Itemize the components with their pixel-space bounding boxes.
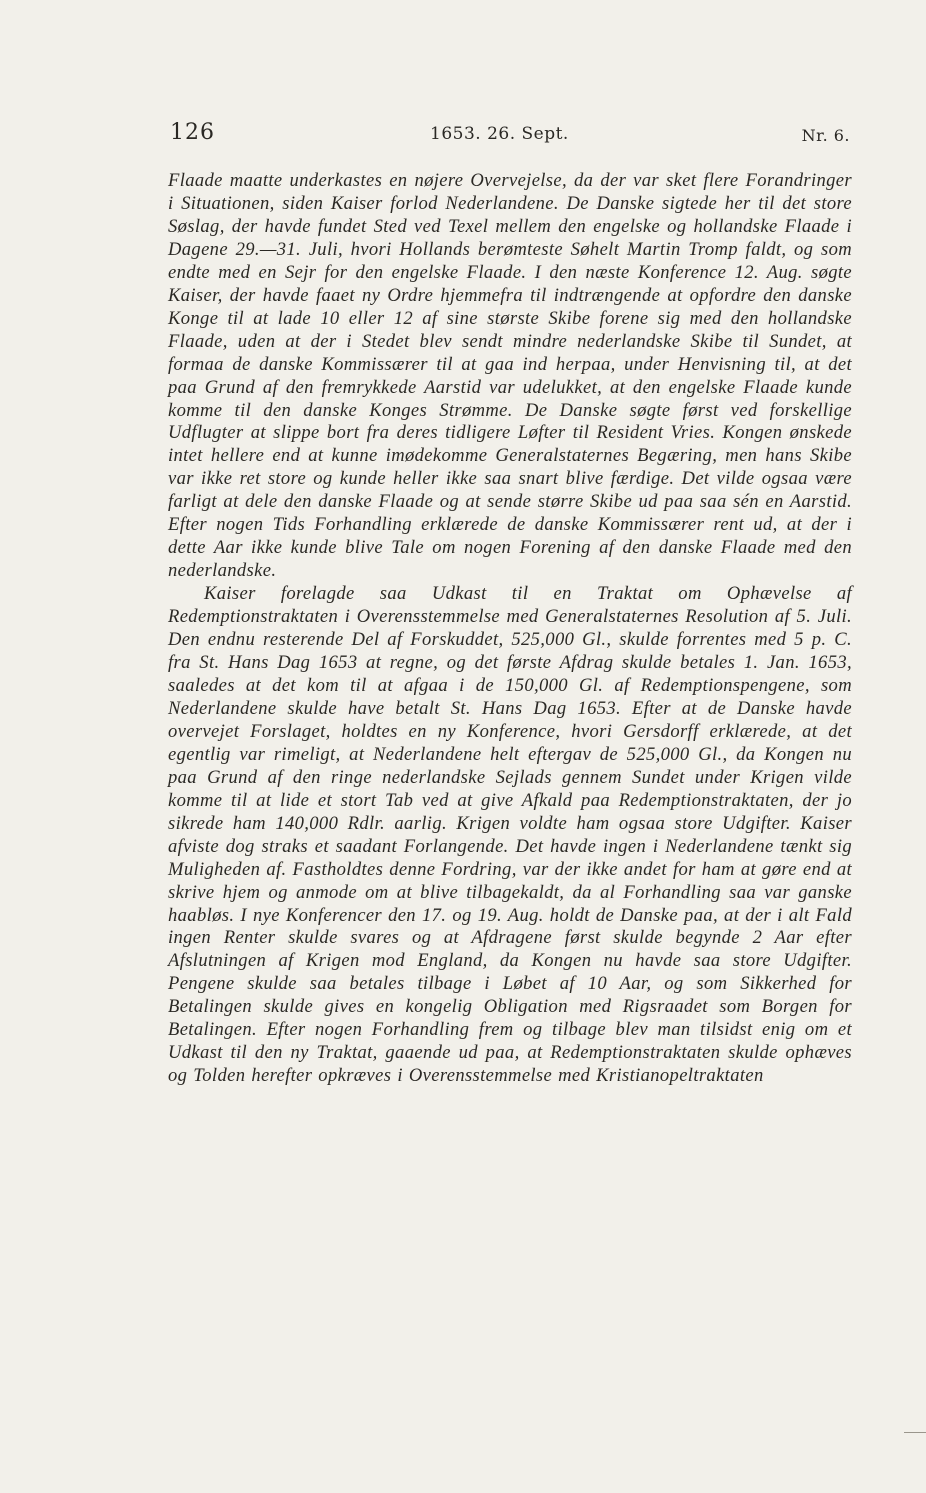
document-number: Nr. 6.	[801, 126, 850, 145]
header-date: 1653. 26. Sept.	[430, 124, 569, 144]
body-text	[168, 170, 852, 1088]
page-number: 126	[170, 120, 215, 145]
paragraph: Flaade maatte underkastes en nøjere Overvejelse, da der var sket flere Forandringer i Situationen, siden Kaiser forlod Nederlandene. De Danske sigtede her til det store Søslag, der havde fundet Sted ved Texel mellem den engelske og hollandske Flaade i Dagene 29.—31. Juli, hvori Hollands berømteste Søhelt Martin Tromp faldt, og som endte med en Sejr for den engelske Flaade. I den næste Konference 12. Aug. søgte Kaiser, der havde faaet ny Ordre hjemmefra til indtrængende at opfordre den danske Konge til at lade 10 eller 12 af sine største Skibe forene sig med den hollandske Flaade, uden at der i Stedet blev sendt mindre nederlandske Skibe til Sundet, at formaa de danske Kommissærer til at gaa ind herpaa, under Henvisning til, at det paa Grund af den fremrykkede Aarstid var udelukket, at den engelske Flaade kunde komme til den danske Konges Strømme. De Danske søgte først ved forskellige Udflugter at slippe bort fra deres tidligere Løfter til Resident Vries. Kongen ønskede intet hellere end at kunne imødekomme Generalstaternes Begæring, men hans Skibe var ikke ret store og kunde heller ikke saa snart blive færdige. Det vilde ogsaa være farligt at dele den danske Flaade og at sende større Skibe ud paa saa sén en Aarstid. Efter nogen Tids Forhandling erklærede de danske Kommissærer rent ud, at der i dette Aar ikke kunde blive Tale om nogen Forening af den danske Flaade med den nederlandske.	[168, 170, 852, 582]
page-edge-mark	[904, 1432, 926, 1433]
running-header	[170, 120, 850, 160]
paragraph: Kaiser forelagde saa Udkast til en Traktat om Ophævelse af Redemptionstraktaten i Overensstemmelse med Generalstaternes Resolution af 5. Juli. Den endnu resterende Del af Forskuddet, 525,000 Gl., skulde forrentes med 5 p. C. fra St. Hans Dag 1653 at regne, og det første Afdrag skulde betales 1. Jan. 1653, saaledes at det kom til at afgaa i de 150,000 Gl. af Redemptionspengene, som Nederlandene skulde have betalt St. Hans Dag 1653. Efter at de Danske havde overvejet Forslaget, holdtes en ny Konference, hvori Gersdorff erklærede, at det egentlig var rimeligt, at Nederlandene helt eftergav de 525,000 Gl., da Kongen nu paa Grund af den ringe nederlandske Sejlads gennem Sundet under Krigen vilde komme til at lide et stort Tab ved at give Afkald paa Redemptionstraktaten, der jo sikrede ham 140,000 Rdlr. aarlig. Krigen voldte ham ogsaa store Udgifter. Kaiser afviste dog straks et saadant Forlangende. Det havde ingen i Nederlandene tænkt sig Muligheden af. Fastholdtes denne Fordring, var der ikke andet for ham at gøre end at skrive hjem og anmode om at blive tilbagekaldt, da al Forhandling saa var ganske haabløs. I nye Konferencer den 17. og 19. Aug. holdt de Danske paa, at der i alt Fald ingen Renter skulde svares og at Afdragene først skulde begynde 2 Aar efter Afslutningen af Krigen mod England, da Kongen nu havde saa store Udgifter. Pengene skulde saa betales tilbage i Løbet af 10 Aar, og som Sikkerhed for Betalingen skulde gives en kongelig Obligation med Rigsraadet som Borgen for Betalingen. Efter nogen Forhandling frem og tilbage blev man tilsidst enig om et Udkast til den ny Traktat, gaaende ud paa, at Redemptionstraktaten skulde ophæves og Tolden herefter opkræves i Overensstemmelse med Kristianopeltraktaten	[168, 583, 852, 1087]
